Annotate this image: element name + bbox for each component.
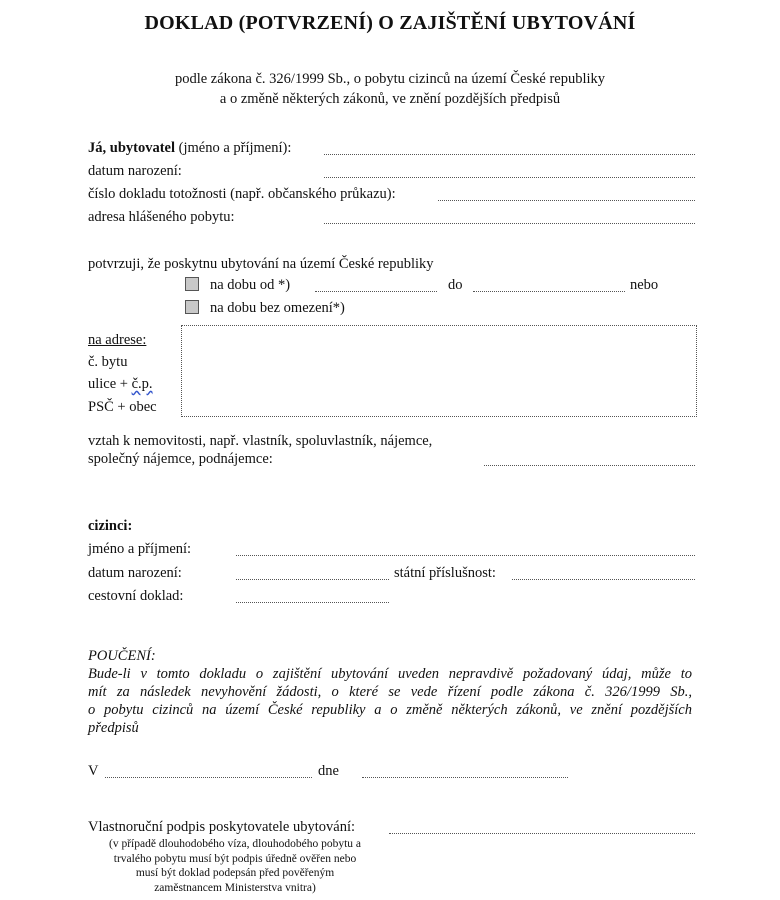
nationality-label: státní příslušnost: xyxy=(394,565,496,581)
nationality-field[interactable] xyxy=(512,579,695,580)
provider-id-label: číslo dokladu totožnosti (např. občanského průkazu): xyxy=(88,186,396,202)
place-field[interactable] xyxy=(105,777,312,778)
travel-doc-field[interactable] xyxy=(236,602,389,603)
place-label: V xyxy=(88,763,99,779)
provider-id-field[interactable] xyxy=(438,200,695,201)
address-input-box[interactable] xyxy=(181,325,697,417)
signature-field[interactable] xyxy=(389,833,695,834)
document-title: DOKLAD (POTVRZENÍ) O ZAJIŠTĚNÍ UBYTOVÁNÍ xyxy=(144,12,636,34)
signature-note xyxy=(80,837,390,895)
notice-heading: POUČENÍ: xyxy=(88,648,156,664)
travel-doc-label: cestovní doklad: xyxy=(88,588,184,604)
foreigner-name-label: jméno a příjmení: xyxy=(88,541,192,557)
date-field[interactable] xyxy=(362,777,568,778)
document-subtitle xyxy=(0,69,780,109)
provider-birth-date-field[interactable] xyxy=(324,177,695,178)
street-prefix: ulice + xyxy=(88,376,132,392)
notice-paragraph xyxy=(88,665,692,737)
date-label: dne xyxy=(318,763,339,779)
period-checkbox[interactable] xyxy=(185,277,199,291)
unlimited-label: na dobu bez omezení*) xyxy=(210,300,345,316)
period-from-field[interactable] xyxy=(315,291,437,292)
period-to-field[interactable] xyxy=(473,291,625,292)
subtitle-line-2: a o změně některých zákonů, ve znění pozdějších předpisů xyxy=(219,91,561,107)
street-cp: č.p. xyxy=(131,376,153,392)
notice-line-4: předpisů xyxy=(88,720,139,736)
notice-line-1: Bude-li v tomto dokladu o zajištění ubytování uveden nepravdivě požadovaný údaj, může to xyxy=(88,666,692,682)
period-label: na dobu od *) xyxy=(210,277,291,293)
confirm-text: potvrzuji, že poskytnu ubytování na území České republiky xyxy=(88,256,434,272)
signature-note-line-4: zaměstnancem Ministerstva vnitra) xyxy=(154,881,316,894)
foreigner-name-field[interactable] xyxy=(236,555,695,556)
period-to-label: do xyxy=(448,277,463,293)
unlimited-checkbox[interactable] xyxy=(185,300,199,314)
provider-name-rest: (jméno a příjmení): xyxy=(175,140,292,156)
notice-line-3: o pobytu cizinců na území České republiky a o změně některých zákonů, ve znění pozdějších xyxy=(88,702,692,718)
notice-line-2: mít za následek nevyhovění žádosti, o které se vede řízení podle zákona č. 326/1999 Sb., xyxy=(88,684,692,700)
relation-line-2: společný nájemce, podnájemce: xyxy=(88,451,273,467)
flat-label: č. bytu xyxy=(88,354,128,370)
subtitle-line-1: podle zákona č. 326/1999 Sb., o pobytu cizinců na území České republiky xyxy=(174,71,606,87)
street-label xyxy=(88,375,153,393)
or-label: nebo xyxy=(630,277,659,293)
signature-note-line-2: trvalého pobytu musí být podpis úředně ověřen nebo xyxy=(113,852,357,865)
zip-label: PSČ + obec xyxy=(88,399,157,415)
signature-note-line-3: musí být doklad podepsán před pověřeným xyxy=(135,867,335,879)
foreigner-birth-field[interactable] xyxy=(236,579,389,580)
relation-field[interactable] xyxy=(484,465,695,466)
provider-address-label: adresa hlášeného pobytu: xyxy=(88,209,235,225)
signature-note-line-1: (v případě dlouhodobého víza, dlouhodobého pobytu a xyxy=(109,838,361,850)
provider-birth-date-label: datum narození: xyxy=(88,163,182,179)
foreigners-heading: cizinci: xyxy=(88,518,133,534)
provider-name-bold: Já, ubytovatel xyxy=(88,140,175,156)
provider-name-field[interactable] xyxy=(324,154,695,155)
provider-name-label xyxy=(88,139,291,157)
provider-address-field[interactable] xyxy=(324,223,695,224)
address-heading: na adrese: xyxy=(88,332,147,348)
foreigner-birth-label: datum narození: xyxy=(88,565,182,581)
relation-line-1: vztah k nemovitosti, např. vlastník, spoluvlastník, nájemce, xyxy=(88,433,433,449)
signature-label: Vlastnoruční podpis poskytovatele ubytování: xyxy=(88,819,356,835)
